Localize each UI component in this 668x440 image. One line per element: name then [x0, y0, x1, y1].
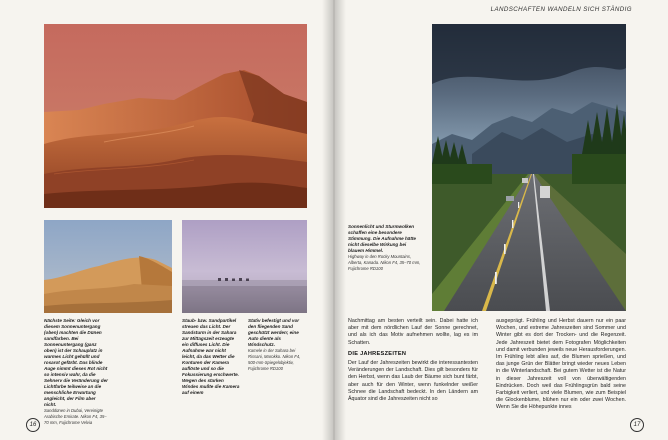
photo-hazy-desert-camels [182, 220, 307, 313]
book-gutter [322, 0, 346, 440]
column2-body: ausgeprägt. Frühling und Herbst dauern nur ein paar Wochen, und extreme Jahreszeiten sind Sommer und Winter gibt es dort der Trocken- und die Regenzeit. Jede Jahreszeit bietet dem Fotografen Möglichkeiten und damit verbunden jeweils neue Herausforderungen. Im Frühling lebt alles auf, die Blumen sprießen, und das junge Grün der Blätter bringt wieder neues Leben in die Winterlandschaft. Bei gutem Wetter ist die Natur in dieser Jahreszeit voll von überwältigenden Eindrücken. Doch weil das Frühlingsgrün bald seine Farbigkeit verliert, und viele Blumen, wie zum Beispiel die Glockenblume, blühen nur ein oder zwei Wochen. Wenn Sie die Höhepunkte innes [496, 318, 626, 411]
text-column-1 [348, 318, 478, 403]
running-head: LANDSCHAFTEN WANDELN SICH STÄNDIG [490, 6, 632, 13]
caption-highway-credit: Highway in den Rocky Mountains, Alberta, Kanada. Nikon F4, 35–70 mm, Fujichrome RD100 [348, 254, 421, 271]
caption-highway [348, 224, 423, 272]
page-number-right: 17 [630, 418, 644, 432]
column1-intro: Nachmittag am besten verteilt sein. Dabei hatte ich aber mit dem nördlichen Lauf der Sonne gerechnet, und als ich das Motiv aufnehmen wollte, lag es im Schatten. [348, 318, 478, 346]
photo-desert-dunes-sunset [44, 24, 307, 208]
caption-dunes [44, 318, 109, 426]
caption-haze-part1-bold: Staub- bzw. Sandpartikel streuen das Licht. Der Sandsturm in der Sahara zur Mittagszeit erzeugte ein diffuses Licht. Die Aufnahme war nicht leicht, da das Wetter die Konturen der Kamera auflöste und so die Fokussierung erschwerte. Wegen des starken Windes mußte die Kamera auf einem [182, 318, 240, 395]
section-heading-seasons: DIE JAHRESZEITEN [348, 350, 407, 357]
caption-haze-part1 [182, 318, 240, 396]
right-page [334, 0, 668, 440]
photo-desert-dunes-day [44, 220, 172, 313]
caption-haze-credit: Kamele in der Sahara bei Rissani, Marokko. Nikon F4, 500-mm-Spiegelobjektiv, Fujichrome RD100 [248, 348, 301, 371]
page-number-left: 16 [26, 418, 40, 432]
caption-highway-bold: Sonnenlicht und Sturmwolken schaffen eine besondere Stimmung. Die Aufnahme hätte nicht dieselbe Wirkung bei blauem Himmel. [348, 224, 416, 253]
caption-haze-part2-bold: Stativ befestigt und vor den fliegenden Sand geschützt werden; eine Auto diente als Windschutz. [248, 318, 300, 347]
photo-highway-rocky-mountains [432, 24, 626, 311]
column1-body: Der Lauf der Jahreszeiten bewirkt die interessantesten Veränderungen der Landschaft. Dies gilt besonders für den Herbst, wenn das Laub der Bäume sich bunt färbt, aber auch für den Winter, wenn funkelnder weißer Schnee die Landschaft bedeckt. In den Ländern am Äquator sind die Jahreszeiten nicht so [348, 360, 478, 403]
caption-haze-part2 [248, 318, 308, 372]
caption-dunes-credit: Sanddünen in Dubai, Vereinigte Arabische Emirate. Nikon F4, 35–70 mm, Fujichrome Velvia [44, 408, 107, 425]
text-column-2 [496, 318, 626, 412]
caption-dunes-bold: Nächste Seite: Gleich vor diesem Sonnenuntergang (oben) machten die Dünen sandfarben. Bei Sonnenuntergang (ganz oben) ist der Schauplatz in warmes Licht gehüllt und rosarot gefärbt. Das blinde Auge nimmt dieses Rot nicht so intensiv wahr, da die Sehnerv die Veränderung der Lichtfarbe teilweise an die menschliche Erwartung angleicht, der Film aber nicht. [44, 318, 108, 407]
